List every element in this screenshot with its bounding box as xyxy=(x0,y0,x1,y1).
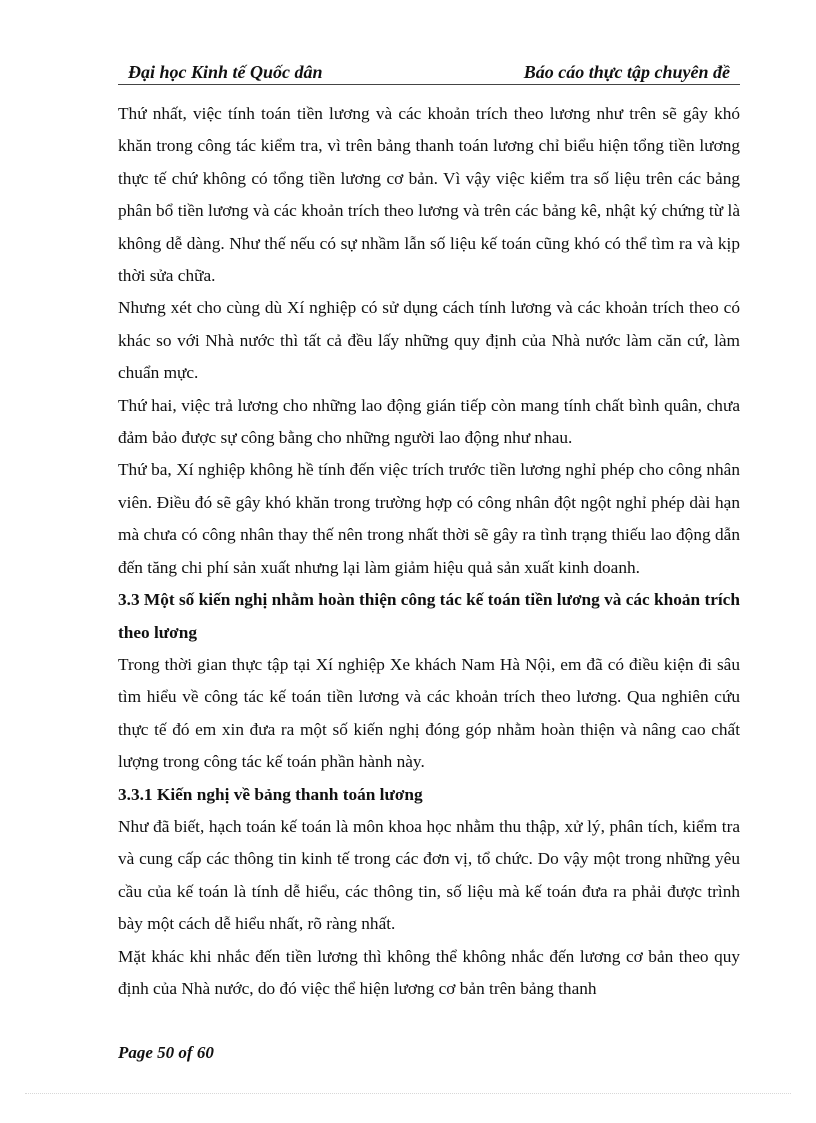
header-report-title: Báo cáo thực tập chuyên đề xyxy=(523,62,730,82)
paragraph-internship: Trong thời gian thực tập tại Xí nghiệp Xe khách Nam Hà Nội, em đã có điều kiện đi sâu tìm hiểu về công tác kế toán tiền lương và các khoản trích theo lương. Qua nghiên cứu thực tế đó em xin đưa ra một số kiến nghị đóng góp nhằm hoàn thiện và nâng cao chất lượng trong công tác kế toán phần hành này. xyxy=(118,654,740,772)
paragraph-second-point: Thứ hai, việc trả lương cho những lao động gián tiếp còn mang tính chất bình quân, chưa đảm bảo được sự công bằng cho những người lao động như nhau. xyxy=(118,395,740,448)
paragraph-first-point: Thứ nhất, việc tính toán tiền lương và các khoản trích theo lương như trên sẽ gây khó khăn trong công tác kiểm tra, vì trên bảng thanh toán lương chỉ biểu hiện tổng tiền lương thực tế chứ không có tổng tiền lương cơ bản. Vì vậy việc kiểm tra số liệu trên các bảng phân bổ tiền lương và các khoản trích theo lương và trên các bảng kê, nhật ký chứng từ là không dễ dàng. Như thế nếu có sự nhầm lẫn số liệu kế toán cũng khó có thể tìm ra và kịp thời sửa chữa. xyxy=(118,104,740,286)
paragraph-however: Nhưng xét cho cùng dù Xí nghiệp có sử dụng cách tính lương và các khoản trích theo có khác so với Nhà nước thì tất cả đều lấy những quy định của Nhà nước làm căn cứ, làm chuẩn mực. xyxy=(118,298,740,383)
paragraph-basic-salary: Mặt khác khi nhắc đến tiền lương thì không thể không nhắc đến lương cơ bản theo quy định của Nhà nước, do đó việc thể hiện lương cơ bản trên bảng thanh xyxy=(118,946,740,998)
page-bottom-divider xyxy=(25,1093,791,1094)
paragraph-third-point: Thứ ba, Xí nghiệp không hề tính đến việc trích trước tiền lương nghỉ phép cho công nhân viên. Điều đó sẽ gây khó khăn trong trường hợp có công nhân đột ngột nghỉ phép dài hạn mà chưa có công nhân thay thế nên trong nhất thời sẽ gây ra tình trạng thiếu lao động dẫn đến tăng chi phí sản xuất nhưng lại làm giảm hiệu quả sản xuất kinh doanh. xyxy=(118,460,740,577)
section-heading-3-3-1: 3.3.1 Kiến nghị về bảng thanh toán lương xyxy=(118,784,423,804)
header-university: Đại học Kinh tế Quốc dân xyxy=(128,62,323,82)
section-heading-3-3: 3.3 Một số kiến nghị nhằm hoàn thiện công tác kế toán tiền lương và các khoản trích theo lương xyxy=(118,590,740,642)
page-header xyxy=(118,60,740,85)
paragraph-accounting: Như đã biết, hạch toán kế toán là môn khoa học nhằm thu thập, xử lý, phân tích, kiểm tra và cung cấp các thông tin kinh tế trong các đơn vị, tổ chức. Do vậy một trong những yêu cầu của kế toán là tính dễ hiểu, các thông tin, số liệu mà kế toán đưa ra phải được trình bày một cách dễ hiểu nhất, rõ ràng nhất. xyxy=(118,816,740,934)
page-number: Page 50 of 60 xyxy=(118,1043,214,1062)
page-body xyxy=(118,98,740,1005)
